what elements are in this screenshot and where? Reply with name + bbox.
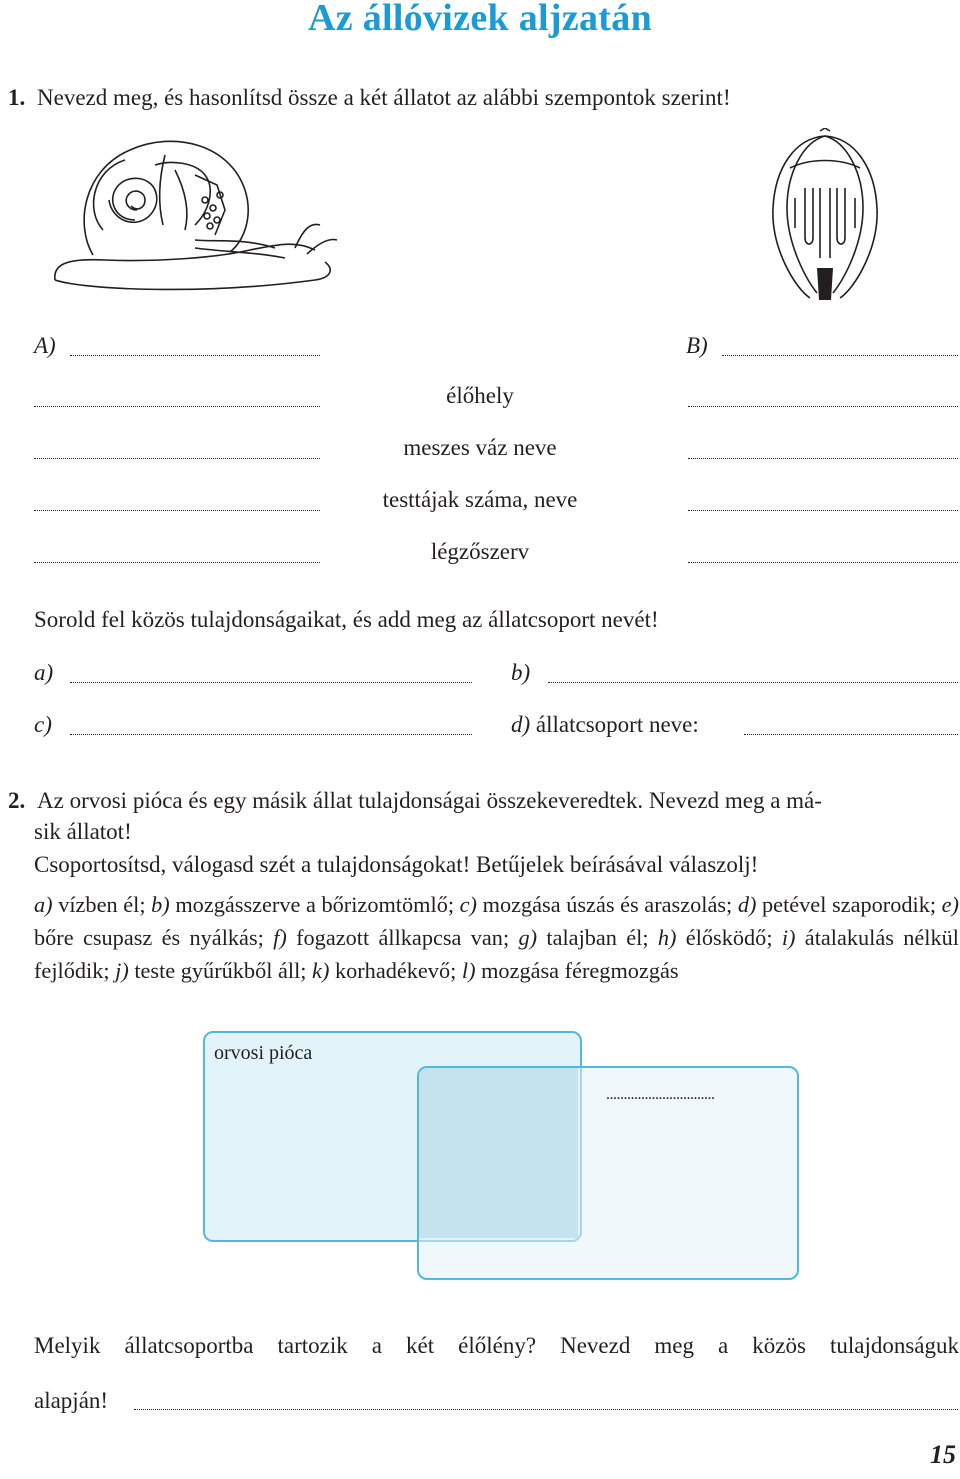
- answer-line-b[interactable]: [722, 355, 958, 356]
- answer-line-item-d[interactable]: [744, 734, 958, 735]
- item-c-label: c): [34, 712, 52, 737]
- row-label-habitat: élőhely: [446, 383, 514, 408]
- property-key: h): [657, 925, 677, 950]
- property-text: teste gyűrűkből áll;: [128, 958, 313, 983]
- property-key: l): [461, 958, 476, 983]
- answer-line-a-habitat[interactable]: [34, 406, 320, 407]
- property-text: bőre csupasz és nyálkás;: [34, 925, 274, 950]
- page-number: 15: [930, 1440, 956, 1469]
- property-text: fogazott állkapcsa van;: [286, 925, 519, 950]
- item-d-text: állatcsoport neve:: [535, 712, 699, 737]
- property-key: c): [459, 892, 477, 917]
- property-text: talajban él;: [537, 925, 658, 950]
- task2-line1: [8, 786, 822, 816]
- property-text: mozgásszerve a bőrizomtömlő;: [169, 892, 460, 917]
- property-text: korhadékevő;: [329, 958, 462, 983]
- answer-line-item-a[interactable]: [70, 682, 472, 683]
- item-d: [511, 710, 699, 740]
- property-key: i): [781, 925, 796, 950]
- answer-line-b-habitat[interactable]: [688, 406, 958, 407]
- answer-line-b-shell[interactable]: [688, 458, 958, 459]
- task2-line3: Csoportosítsd, válogasd szét a tulajdonságokat! Betűjelek beírásával válaszolj!: [34, 852, 759, 877]
- property-key: k): [312, 958, 330, 983]
- task1-number: 1.: [8, 85, 26, 110]
- task1-prompt: [8, 83, 731, 113]
- property-key: a): [34, 892, 53, 917]
- row-label-shell: meszes váz neve: [403, 435, 557, 460]
- venn-left-label: orvosi pióca: [214, 1042, 313, 1064]
- answer-line-b-respiratory[interactable]: [688, 562, 958, 563]
- venn-right-label[interactable]: ...............................: [606, 1086, 715, 1103]
- answer-line-b-body-regions[interactable]: [688, 510, 958, 511]
- answer-line-item-c[interactable]: [70, 734, 472, 735]
- item-a-label: a): [34, 660, 54, 685]
- property-key: g): [518, 925, 538, 950]
- item-d-label: d): [511, 712, 531, 737]
- row-label-body-regions: testtájak száma, neve: [382, 487, 578, 512]
- answer-line-a-body-regions[interactable]: [34, 510, 320, 511]
- property-text: élősködő;: [676, 925, 782, 950]
- answer-line-final[interactable]: [134, 1409, 958, 1410]
- task2-line2: sik állatot!: [34, 819, 132, 844]
- venn-overlap[interactable]: [419, 1068, 578, 1238]
- mussel-illustration: [765, 128, 885, 308]
- property-key: f): [273, 925, 287, 950]
- snail-illustration: [45, 130, 345, 315]
- task1-prompt-text: Nevezd meg, és hasonlítsd össze a két állatot az alábbi szempontok szerint!: [37, 85, 731, 110]
- list-prompt: Sorold fel közös tulajdonságaikat, és add meg az állatcsoport nevét!: [34, 607, 659, 632]
- answer-line-a[interactable]: [70, 355, 320, 356]
- property-key: d): [737, 892, 757, 917]
- label-b: B): [686, 333, 708, 358]
- properties-list: [34, 888, 959, 987]
- answer-line-a-respiratory[interactable]: [34, 562, 320, 563]
- question-line1: Melyik állatcsoportba tartozik a két élőlény? Nevezd meg a közös tulajdonságuk: [34, 1333, 959, 1358]
- property-key: b): [151, 892, 170, 917]
- property-key: j): [115, 958, 129, 983]
- answer-line-a-shell[interactable]: [34, 458, 320, 459]
- property-text: átalakulás nélkül fejlődik;: [34, 925, 959, 983]
- task2-number: 2.: [8, 788, 26, 813]
- label-a: A): [34, 333, 56, 358]
- property-text: mozgása úszás és araszolás;: [476, 892, 738, 917]
- property-key: e): [941, 892, 959, 917]
- property-text: petével szaporodik;: [756, 892, 942, 917]
- property-text: vízben él;: [52, 892, 152, 917]
- task2-line1-text: Az orvosi pióca és egy másik állat tulajdonságai összekeveredtek. Nevezd meg a má-: [37, 788, 822, 813]
- item-b-label: b): [511, 660, 531, 685]
- property-text: mozgása féregmozgás: [475, 958, 679, 983]
- page-title: Az állóvizek aljzatán: [307, 0, 652, 39]
- question-line2: alapján!: [34, 1388, 109, 1413]
- row-label-respiratory: légzőszerv: [430, 539, 530, 564]
- answer-line-item-b[interactable]: [548, 682, 958, 683]
